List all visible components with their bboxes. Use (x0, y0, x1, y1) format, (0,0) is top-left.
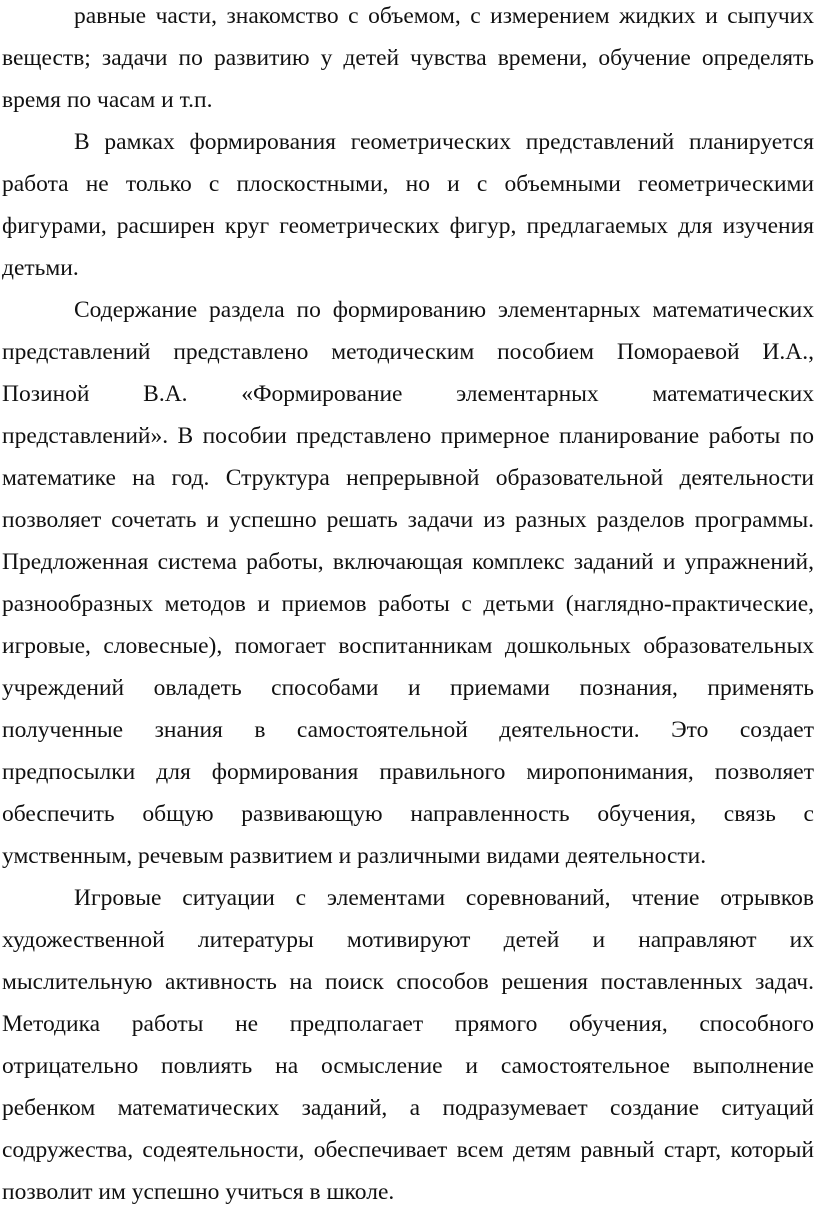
text-line: учреждений овладеть способами и приемами познания, применять (2, 675, 814, 701)
text-line: мыслительную активность на поиск способов решения поставленных задач. (2, 969, 814, 995)
text-line: разнообразных методов и приемов работы с детьми (наглядно-практические, (2, 591, 814, 617)
text-line: веществ; задачи по развитию у детей чувства времени, обучение определять (2, 45, 814, 71)
text-line: фигурами, расширен круг геометрических фигур, предлагаемых для изучения (2, 213, 814, 239)
text-line: математике на год. Структура непрерывной образовательной деятельности (2, 465, 814, 491)
text-line: позволит им успешно учиться в школе. (2, 1179, 395, 1205)
text-line: представлений». В пособии представлено примерное планирование работы по (2, 423, 814, 449)
text-line: содружества, содеятельности, обеспечивает всем детям равный старт, который (2, 1137, 814, 1163)
text-line: равные части, знакомство с объемом, с измерением жидких и сыпучих (74, 3, 814, 29)
text-line: Игровые ситуации с элементами соревнований, чтение отрывков (74, 885, 814, 911)
text-line: обеспечить общую развивающую направленность обучения, связь с (2, 801, 814, 827)
text-line: Методика работы не предполагает прямого обучения, способного (2, 1011, 814, 1037)
text-line: Содержание раздела по формированию элементарных математических (74, 297, 814, 323)
text-line: полученные знания в самостоятельной деятельности. Это создает (2, 717, 814, 743)
text-line: игровые, словесные), помогает воспитанникам дошкольных образовательных (2, 633, 814, 659)
text-line: отрицательно повлиять на осмысление и самостоятельное выполнение (2, 1053, 814, 1079)
text-line: предпосылки для формирования правильного миропонимания, позволяет (2, 759, 814, 785)
text-line: ребенком математических заданий, а подразумевает создание ситуаций (2, 1095, 814, 1121)
text-line: время по часам и т.п. (2, 87, 213, 113)
text-line: работа не только с плоскостными, но и с объемными геометрическими (2, 171, 814, 197)
text-line: умственным, речевым развитием и различными видами деятельности. (2, 843, 707, 869)
text-line: представлений представлено методическим пособием Помораевой И.А., (2, 339, 814, 365)
text-line: Позиной В.А. «Формирование элементарных математических (2, 381, 814, 407)
text-line: позволяет сочетать и успешно решать задачи из разных разделов программы. (2, 507, 814, 533)
text-line: художественной литературы мотивируют детей и направляют их (2, 927, 814, 953)
text-line: детьми. (2, 255, 79, 281)
text-line: Предложенная система работы, включающая комплекс заданий и упражнений, (2, 549, 814, 575)
text-line: В рамках формирования геометрических представлений планируется (74, 129, 814, 155)
